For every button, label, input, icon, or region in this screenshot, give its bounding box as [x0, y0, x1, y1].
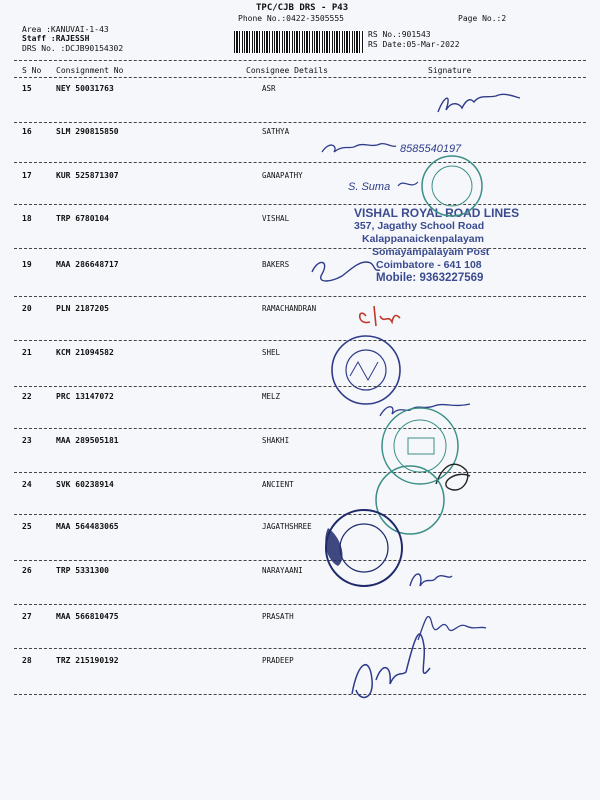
row-separator	[14, 694, 586, 695]
column-sno: S No	[22, 66, 42, 75]
row-consignee: PRASATH	[262, 612, 294, 621]
table-row	[0, 392, 600, 404]
area-label: Area :KANUVAI-1-43	[22, 25, 109, 34]
row-sno: 15	[22, 84, 32, 93]
rs-number: RS No.:901543	[368, 30, 431, 39]
header-separator	[14, 60, 586, 61]
signature-16	[322, 144, 396, 152]
column-signature: Signature	[428, 66, 472, 75]
table-row	[0, 84, 600, 96]
row-consignment: MAA 289505181	[56, 436, 119, 445]
row-sno: 27	[22, 612, 32, 621]
row-sno: 21	[22, 348, 32, 357]
row-consignment: KUR 525871307	[56, 171, 119, 180]
table-row	[0, 480, 600, 492]
row-consignee: ASR	[262, 84, 276, 93]
row-consignment: NEY 50031763	[56, 84, 114, 93]
table-row	[0, 348, 600, 360]
row-separator	[14, 386, 586, 387]
row-consignment: TRZ 215190192	[56, 656, 119, 665]
row-consignee: SHEL	[262, 348, 281, 357]
row-sno: 26	[22, 566, 32, 575]
row-sno: 19	[22, 260, 32, 269]
table-row	[0, 612, 600, 624]
phone-number: Phone No.:0422-3505555	[238, 14, 344, 23]
row-consignment: TRP 5331300	[56, 566, 109, 575]
row-consignment: SLM 290815850	[56, 127, 119, 136]
row-consignee: RAMACHANDRAN	[262, 304, 317, 313]
row-separator	[14, 296, 586, 297]
stamp-line: Coimbatore - 641 108	[376, 259, 482, 271]
row-separator	[14, 428, 586, 429]
row-consignment: KCM 21094582	[56, 348, 114, 357]
handwritten-phone: 8585540197	[400, 143, 462, 155]
table-row	[0, 127, 600, 139]
row-sno: 25	[22, 522, 32, 531]
row-separator	[14, 604, 586, 605]
table-row	[0, 436, 600, 448]
table-row	[0, 171, 600, 183]
handwritten-name: S. Suma	[348, 181, 391, 193]
table-row	[0, 566, 600, 578]
row-consignee: SATHYA	[262, 127, 290, 136]
row-consignee: SHAKHI	[262, 436, 290, 445]
row-separator	[14, 122, 586, 123]
row-sno: 18	[22, 214, 32, 223]
table-row	[0, 260, 600, 272]
signature-15	[438, 94, 520, 112]
row-consignee: NARAYAANI	[262, 566, 303, 575]
rs-date: RS Date:05-Mar-2022	[368, 40, 460, 49]
row-consignment: MAA 564483065	[56, 522, 119, 531]
stamp-line: Somayampalayam Post	[372, 246, 490, 258]
stamp-line: Kalappanaickenpalayam	[362, 233, 484, 245]
row-consignee: VISHAL	[262, 214, 290, 223]
row-consignment: PLN 2187205	[56, 304, 109, 313]
row-consignee: PRADEEP	[262, 656, 294, 665]
row-consignee: JAGATHSHREE	[262, 522, 312, 531]
row-consignment: TRP 6780104	[56, 214, 109, 223]
row-consignment: MAA 566810475	[56, 612, 119, 621]
table-row	[0, 304, 600, 316]
row-separator	[14, 162, 586, 163]
row-sno: 20	[22, 304, 32, 313]
row-consignment: SVK 60238914	[56, 480, 114, 489]
row-sno: 23	[22, 436, 32, 445]
drs-number: DRS No. :DCJB90154302	[22, 44, 124, 53]
row-consignee: ANCIENT	[262, 480, 294, 489]
row-separator	[14, 560, 586, 561]
stamp-line: VISHAL ROYAL ROAD LINES	[354, 206, 520, 220]
row-sno: 16	[22, 127, 32, 136]
row-consignee: BAKERS	[262, 260, 290, 269]
row-sno: 17	[22, 171, 32, 180]
row-separator	[14, 514, 586, 515]
row-separator	[14, 648, 586, 649]
column-consignment: Consignment No	[56, 66, 124, 75]
row-sno: 22	[22, 392, 32, 401]
row-separator	[14, 248, 586, 249]
row-sno: 24	[22, 480, 32, 489]
table-row	[0, 522, 600, 534]
table-row	[0, 656, 600, 668]
row-consignment: MAA 286648717	[56, 260, 119, 269]
staff-label: Staff :RAJESSH	[22, 34, 90, 43]
sheet-title: TPC/CJB DRS - P43	[256, 3, 349, 13]
row-sno: 28	[22, 656, 32, 665]
row-separator	[14, 340, 586, 341]
barcode	[234, 31, 364, 53]
stamp-line: Mobile: 9363227569	[376, 272, 484, 284]
row-separator	[14, 204, 586, 205]
stamp-line: 357, Jagathy School Road	[354, 220, 485, 232]
signature-22	[380, 404, 470, 416]
page-number: Page No.:2	[458, 14, 507, 23]
row-consignee: GANAPATHY	[262, 171, 303, 180]
row-consignment: PRC 13147072	[56, 392, 114, 401]
row-separator	[14, 472, 586, 473]
column-separator	[14, 77, 586, 78]
row-consignee: MELZ	[262, 392, 281, 401]
column-consignee: Consignee Details	[246, 66, 328, 75]
